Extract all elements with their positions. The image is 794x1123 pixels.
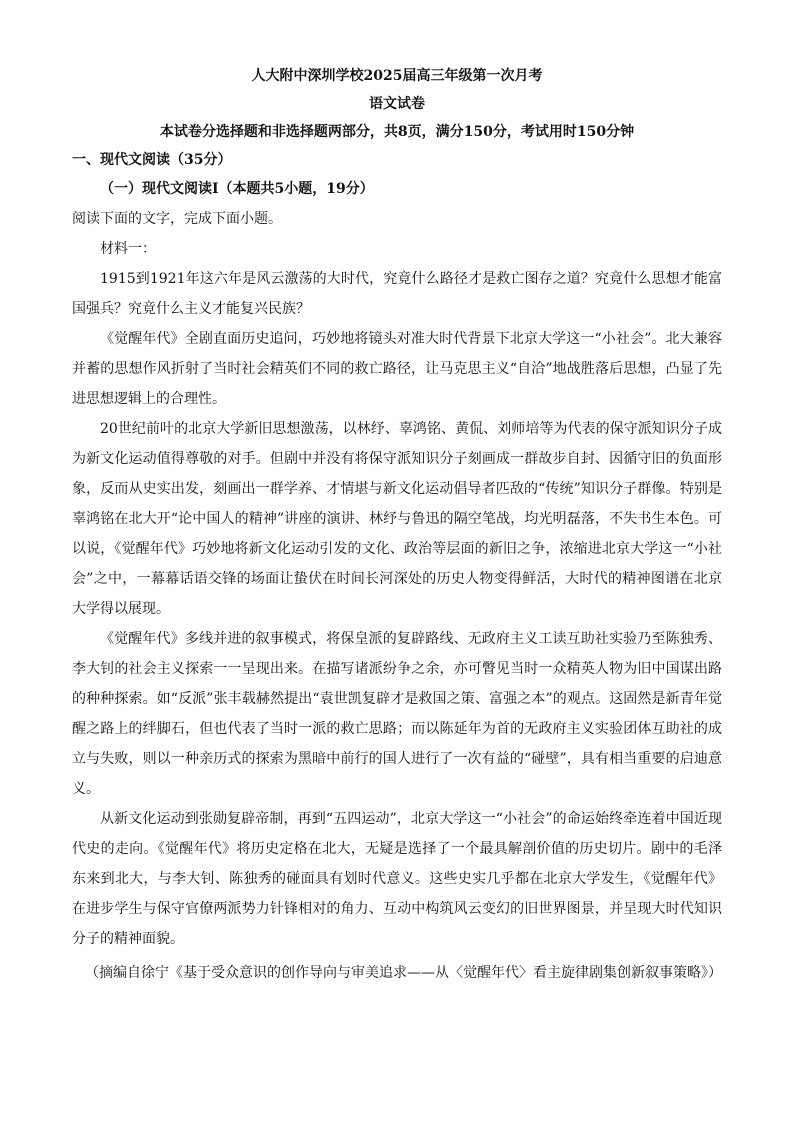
paragraph: 1915到1921年这六年是风云激荡的大时代，究竟什么路径才是救亡图存之道？究竟什么思想才能富国强兵？究竟什么主义才能复兴民族？ — [72, 271, 722, 317]
source-citation: （摘编自徐宁《基于受众意识的创作导向与审美追求——从〈觉醒年代〉看主旋律剧集创新叙事策略》） — [85, 965, 722, 981]
exam-subject: 语文试卷 — [369, 96, 425, 112]
reading-instruction: 阅读下面的文字，完成下面小题。 — [72, 211, 282, 227]
section-heading: 一、现代文阅读（35分） — [72, 152, 232, 168]
exam-info: 本试卷分选择题和非选择题两部分，共8页，满分150分，考试用时150分钟 — [159, 124, 635, 140]
paragraph: 《觉醒年代》多线并进的叙事模式，将保皇派的复辟路线、无政府主义工读互助社实验乃至陈独秀、李大钊的社会主义探索一一呈现出来。在描写诸派纷争之余，亦可瞥见当时一众精英人物为旧中国谋出路的种种探索。如“反派”张丰载赫然提出“袁世凯复辟才是救国之策、富强之本”的观点。这固然是新青年觉醒之路上的绊脚石，但也代表了当时一派的救亡思路；而以陈延年为首的无政府主义实验团体互助社的成立与失败，则以一种亲历式的探索为黑暗中前行的国人进行了一次有益的“碰壁”，具有相当重要的启迪意义。 — [72, 631, 722, 797]
subsection-heading: （一）现代文阅读Ⅰ（本题共5小题，19分） — [100, 181, 374, 197]
exam-title: 人大附中深圳学校2025届高三年级第一次月考 — [251, 68, 543, 84]
paragraph: 《觉醒年代》全剧直面历史追问，巧妙地将镜头对准大时代背景下北京大学这一“小社会”。北大兼容并蓄的思想作风折射了当时社会精英们不同的救亡路径，让马克思主义“自洽”地战胜落后思想，凸显了先进思想逻辑上的合理性。 — [72, 331, 722, 407]
paragraph: 20世纪前叶的北京大学新旧思想激荡，以林纾、辜鸿铭、黄侃、刘师培等为代表的保守派知识分子成为新文化运动值得尊敬的对手。但剧中并没有将保守派知识分子刻画成一群故步自封、因循守旧的负面形象，反而从史实出发，刻画出一群学养、才情堪与新文化运动倡导者匹敌的“传统”知识分子群像。特别是辜鸿铭在北大开“论中国人的精神”讲座的演讲、林纾与鲁迅的隔空笔战，均光明磊落，不失书生本色。可以说，《觉醒年代》巧妙地将新文化运动引发的文化、政治等层面的新旧之争，浓缩进北京大学这一“小社会”之中，一幕幕话语交锋的场面让蛰伏在时间长河深处的历史人物变得鲜活，大时代的精神图谱在北京大学得以展现。 — [72, 421, 722, 617]
paragraph: 从新文化运动到张勋复辟帝制，再到“五四运动”，北京大学这一“小社会”的命运始终牵连着中国近现代史的走向。《觉醒年代》将历史定格在北大，无疑是选择了一个最具解剖价值的历史切片。剧中的毛泽东来到北大，与李大钊、陈独秀的碰面具有划时代意义。这些史实几乎都在北京大学发生，《觉醒年代》在进步学生与保守官僚两派势力针锋相对的角力、互动中构筑风云变幻的旧世界图景，并呈现大时代知识分子的精神面貌。 — [72, 811, 722, 947]
material-label: 材料一： — [100, 241, 156, 257]
